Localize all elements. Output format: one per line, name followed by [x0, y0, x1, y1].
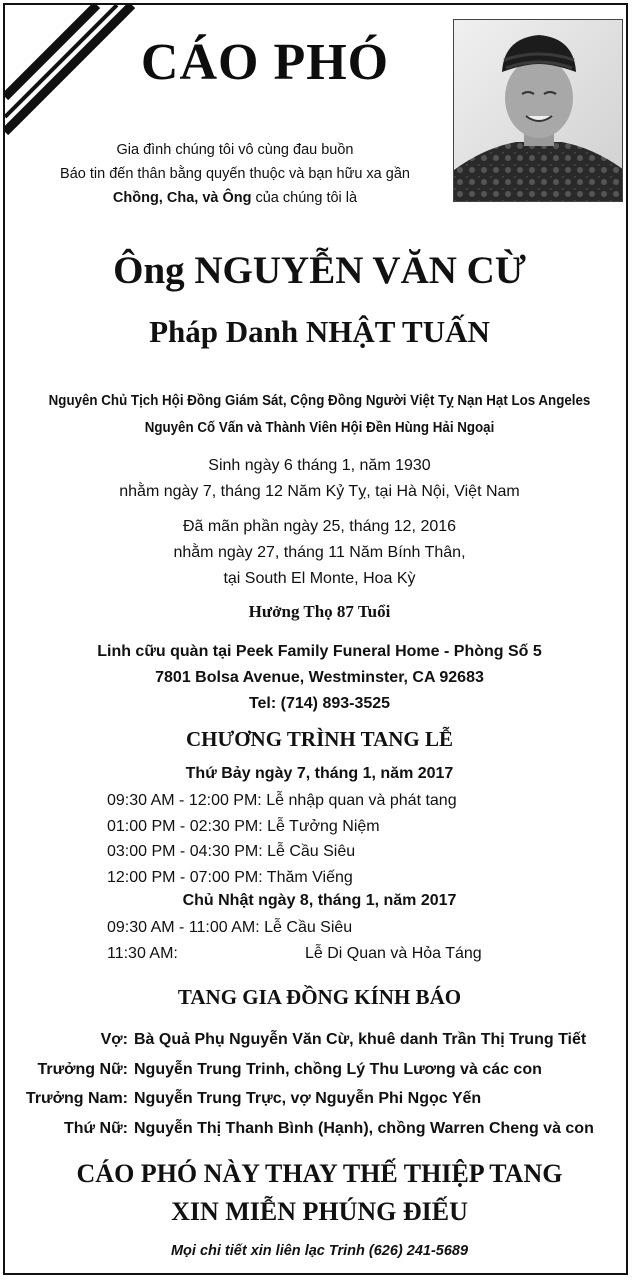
- family-member-name: Nguyễn Trung Trực, vợ Nguyễn Phi Ngọc Yến: [134, 1090, 482, 1107]
- family-row: [5, 1025, 633, 1055]
- schedule-row: [107, 839, 587, 865]
- intro-line-3-rest: của chúng tôi là: [251, 190, 358, 206]
- schedule-event: Lễ Cầu Siêu: [267, 843, 356, 860]
- death-line-2: nhằm ngày 27, tháng 11 Năm Bính Thân,: [173, 544, 466, 561]
- birth-line-1: Sinh ngày 6 tháng 1, năm 1930: [208, 457, 431, 474]
- death-line-1: Đã mãn phần ngày 25, tháng 12, 2016: [182, 518, 457, 535]
- obituary-frame: [3, 3, 628, 1275]
- birth-info: [5, 453, 633, 505]
- intro-line-2: Báo tin đến thân bằng quyến thuộc và bạn hữu xa gần: [60, 166, 410, 182]
- schedule-time: 09:30 AM - 11:00 AM:: [107, 919, 260, 936]
- portrait-photo: [453, 19, 623, 202]
- schedule-time: 09:30 AM - 12:00 PM:: [107, 792, 262, 809]
- closing-line-1: CÁO PHÓ NÀY THAY THẾ THIỆP TANG: [76, 1159, 563, 1188]
- schedule-time: 12:00 PM - 07:00 PM:: [107, 868, 263, 886]
- family-row: [5, 1084, 633, 1114]
- family-member-name: Nguyễn Thị Thanh Bình (Hạnh), chồng Warren Cheng và con: [134, 1119, 594, 1137]
- death-info: [5, 514, 633, 592]
- role-line-2: Nguyên Cố Vấn và Thành Viên Hội Đền Hùng Hải Ngoại: [144, 420, 495, 436]
- family-relation: Vợ:: [100, 1031, 128, 1048]
- role-line-1: Nguyên Chủ Tịch Hội Đồng Giám Sát, Cộng Đồng Người Việt Tỵ Nạn Hạt Los Angeles: [48, 393, 591, 409]
- deceased-roles: [30, 388, 609, 442]
- schedule-time: 03:00 PM - 04:30 PM:: [107, 843, 263, 860]
- day1-schedule: [107, 788, 587, 890]
- day2-date: Chủ Nhật ngày 8, tháng 1, năm 2017: [182, 892, 457, 909]
- schedule-event: Thăm Viếng: [266, 868, 353, 886]
- schedule-row: [107, 814, 587, 840]
- schedule-time: 11:30 AM:: [107, 944, 178, 962]
- family-row: [5, 1055, 633, 1085]
- birth-line-2: nhằm ngày 7, tháng 12 Năm Kỷ Tỵ, tại Hà Nội, Việt Nam: [119, 483, 520, 500]
- schedule-event: Lễ Di Quan và Hỏa Táng: [305, 944, 482, 962]
- contact-info: Mọi chi tiết xin liên lạc Trinh (626) 241-5689: [170, 1243, 469, 1259]
- family-heading: TANG GIA ĐỒNG KÍNH BÁO: [177, 985, 462, 1009]
- family-relation: Trưởng Nữ:: [37, 1060, 128, 1078]
- intro-line-1: Gia đình chúng tôi vô cùng đau buồn: [116, 142, 354, 158]
- schedule-row: [107, 941, 587, 967]
- deceased-name: Ông NGUYỄN VĂN CỪ: [113, 249, 526, 292]
- intro-relation: Chồng, Cha, và Ông: [112, 190, 252, 206]
- intro-line-3: [15, 186, 455, 210]
- intro-text: [15, 138, 455, 210]
- dharma-name: Pháp Danh NHẬT TUẤN: [149, 314, 490, 349]
- page-title: CÁO PHÓ: [140, 34, 390, 91]
- schedule-event: Lễ Tưởng Niệm: [267, 817, 380, 835]
- program-heading: CHƯƠNG TRÌNH TANG LỄ: [185, 727, 453, 751]
- age-text: Hưởng Thọ 87 Tuổi: [248, 602, 391, 621]
- schedule-time: 01:00 PM - 02:30 PM:: [107, 817, 263, 835]
- schedule-row: [107, 788, 587, 814]
- funeral-home-line-1: Linh cữu quàn tại Peek Family Funeral Home - Phòng Số 5: [97, 643, 542, 660]
- family-member-name: Nguyễn Trung Trinh, chồng Lý Thu Lương và các con: [134, 1060, 542, 1078]
- funeral-home-info: [5, 639, 633, 717]
- death-line-3: tại South El Monte, Hoa Kỳ: [223, 570, 416, 587]
- family-relation: Trưởng Nam:: [25, 1090, 128, 1107]
- closing-notice: [5, 1155, 633, 1231]
- family-relation: Thứ Nữ:: [63, 1119, 128, 1137]
- family-list: [5, 1025, 633, 1143]
- schedule-row: [107, 865, 587, 891]
- day2-schedule: [107, 915, 587, 966]
- portrait-image: [454, 20, 623, 202]
- schedule-row: [107, 915, 587, 941]
- closing-line-2: XIN MIỄN PHÚNG ĐIẾU: [171, 1197, 468, 1226]
- schedule-event: Lễ Cầu Siêu: [264, 919, 353, 936]
- family-row: [5, 1114, 633, 1144]
- schedule-event: Lễ nhập quan và phát tang: [266, 792, 457, 809]
- family-member-name: Bà Quả Phụ Nguyễn Văn Cừ, khuê danh Trần Thị Trung Tiết: [134, 1031, 587, 1048]
- funeral-home-address: 7801 Bolsa Avenue, Westminster, CA 92683: [155, 669, 484, 686]
- funeral-home-phone: Tel: (714) 893-3525: [248, 695, 391, 712]
- day1-date: Thứ Bảy ngày 7, tháng 1, năm 2017: [185, 765, 454, 782]
